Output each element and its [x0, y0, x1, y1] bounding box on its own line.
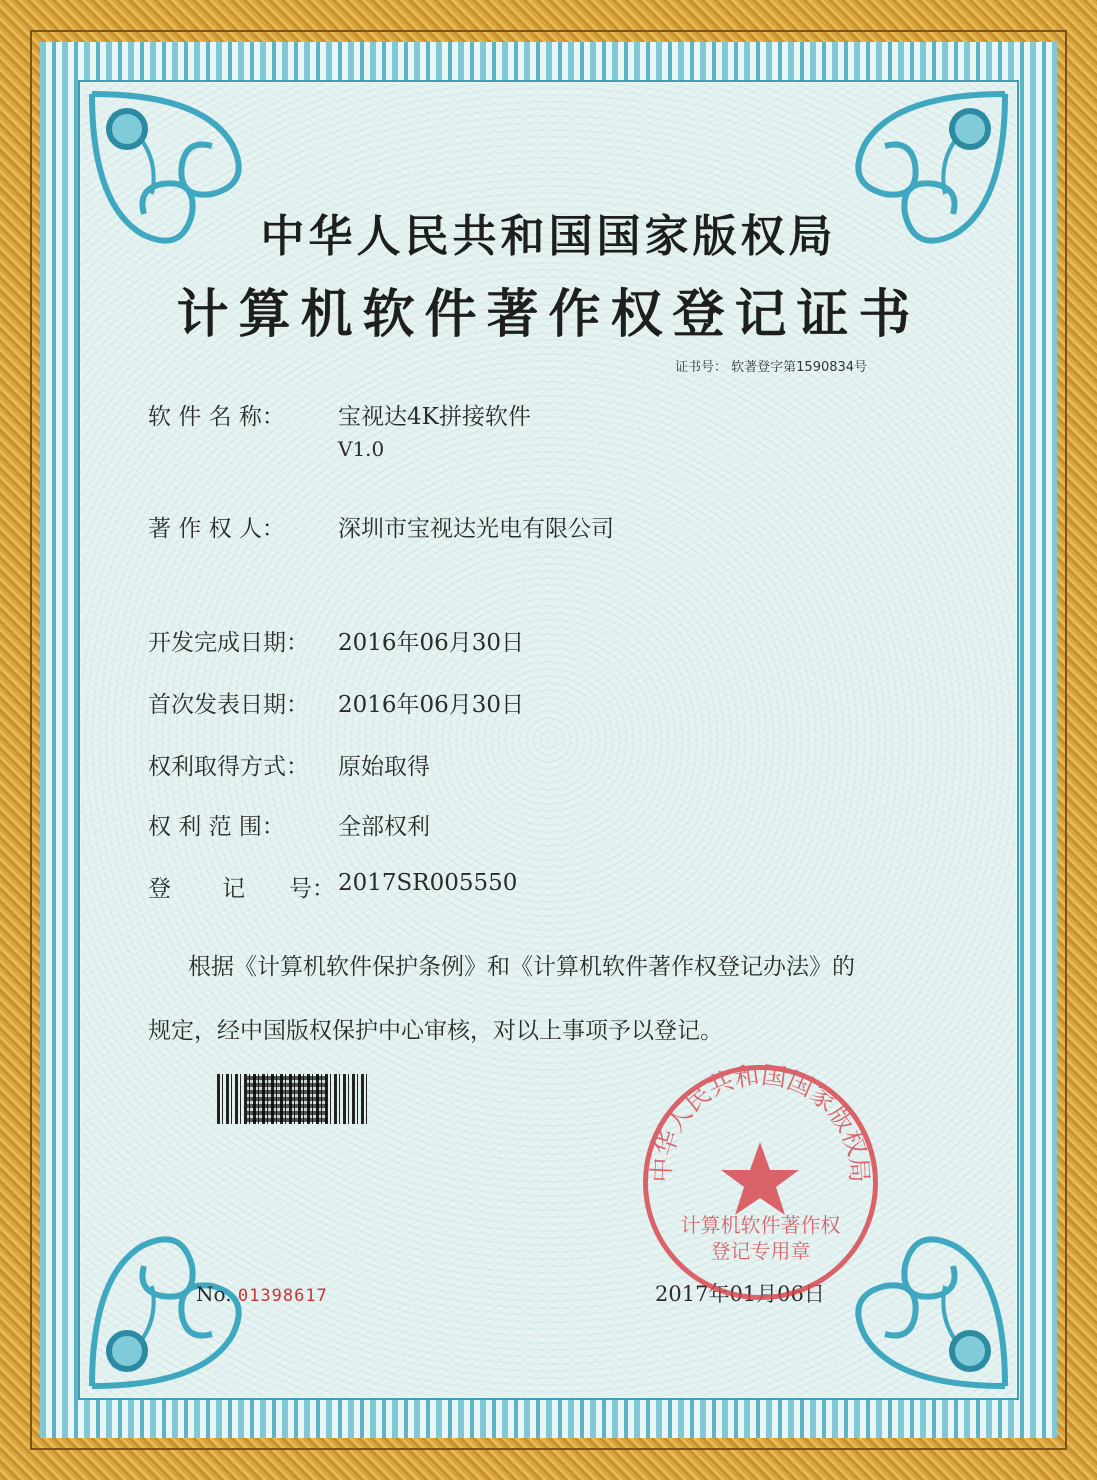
field-copyright-owner	[148, 510, 614, 543]
field-value: 2017SR005550	[338, 870, 518, 896]
field-acquisition-method	[148, 748, 430, 781]
certificate-number-label: 证书号：	[675, 360, 728, 375]
field-value: 原始取得	[338, 754, 430, 780]
field-label: 登 记 号：	[148, 876, 336, 902]
field-rights-scope	[148, 808, 430, 841]
field-label: 权 利 范 围：	[148, 814, 285, 840]
field-value: 深圳市宝视达光电有限公司	[338, 516, 614, 542]
field-value: 2016年06月30日	[338, 630, 525, 656]
barcode	[217, 1074, 367, 1124]
field-value: 2016年06月30日	[338, 692, 525, 718]
field-label: 首次发表日期：	[148, 692, 309, 718]
corner-ornament-bottom-left	[82, 1166, 312, 1396]
certificate-title: 计算机软件著作权登记证书	[176, 284, 921, 345]
software-version: V1.0	[338, 437, 385, 461]
seal-ring-text: 中华人民共和国国家版权局	[647, 1060, 874, 1184]
field-label: 著 作 权 人：	[148, 516, 285, 542]
qr-code	[247, 1076, 327, 1122]
field-label: 权利取得方式：	[148, 754, 309, 780]
field-development-date	[148, 624, 524, 657]
issue-date: 2017年01月06日	[655, 1282, 825, 1306]
seal-center-line-2: 登记专用章	[710, 1239, 811, 1263]
seal-center-line-1: 计算机软件著作权	[680, 1213, 841, 1237]
serial-number	[196, 1282, 328, 1306]
field-label: 软 件 名 称：	[148, 404, 285, 430]
field-value: 全部权利	[338, 814, 430, 840]
serial-number-value: 01398617	[237, 1286, 328, 1306]
serial-number-label: No.	[196, 1282, 232, 1306]
certificate-number	[675, 356, 867, 375]
field-label: 开发完成日期：	[148, 630, 309, 656]
field-value: 宝视达4K拼接软件	[338, 404, 531, 430]
issuing-authority: 中华人民共和国国家版权局	[260, 211, 837, 262]
field-registration-number	[148, 870, 517, 903]
official-seal	[638, 1060, 883, 1305]
statement-line-2: 规定，经中国版权保护中心审核，对以上事项予以登记。	[148, 1018, 723, 1044]
certificate-number-value: 软著登字第1590834号	[731, 360, 868, 375]
field-software-name	[148, 398, 531, 461]
field-publication-date	[148, 686, 524, 719]
star-icon	[721, 1142, 799, 1215]
statement-line-1: 根据《计算机软件保护条例》和《计算机软件著作权登记办法》的	[188, 954, 855, 980]
